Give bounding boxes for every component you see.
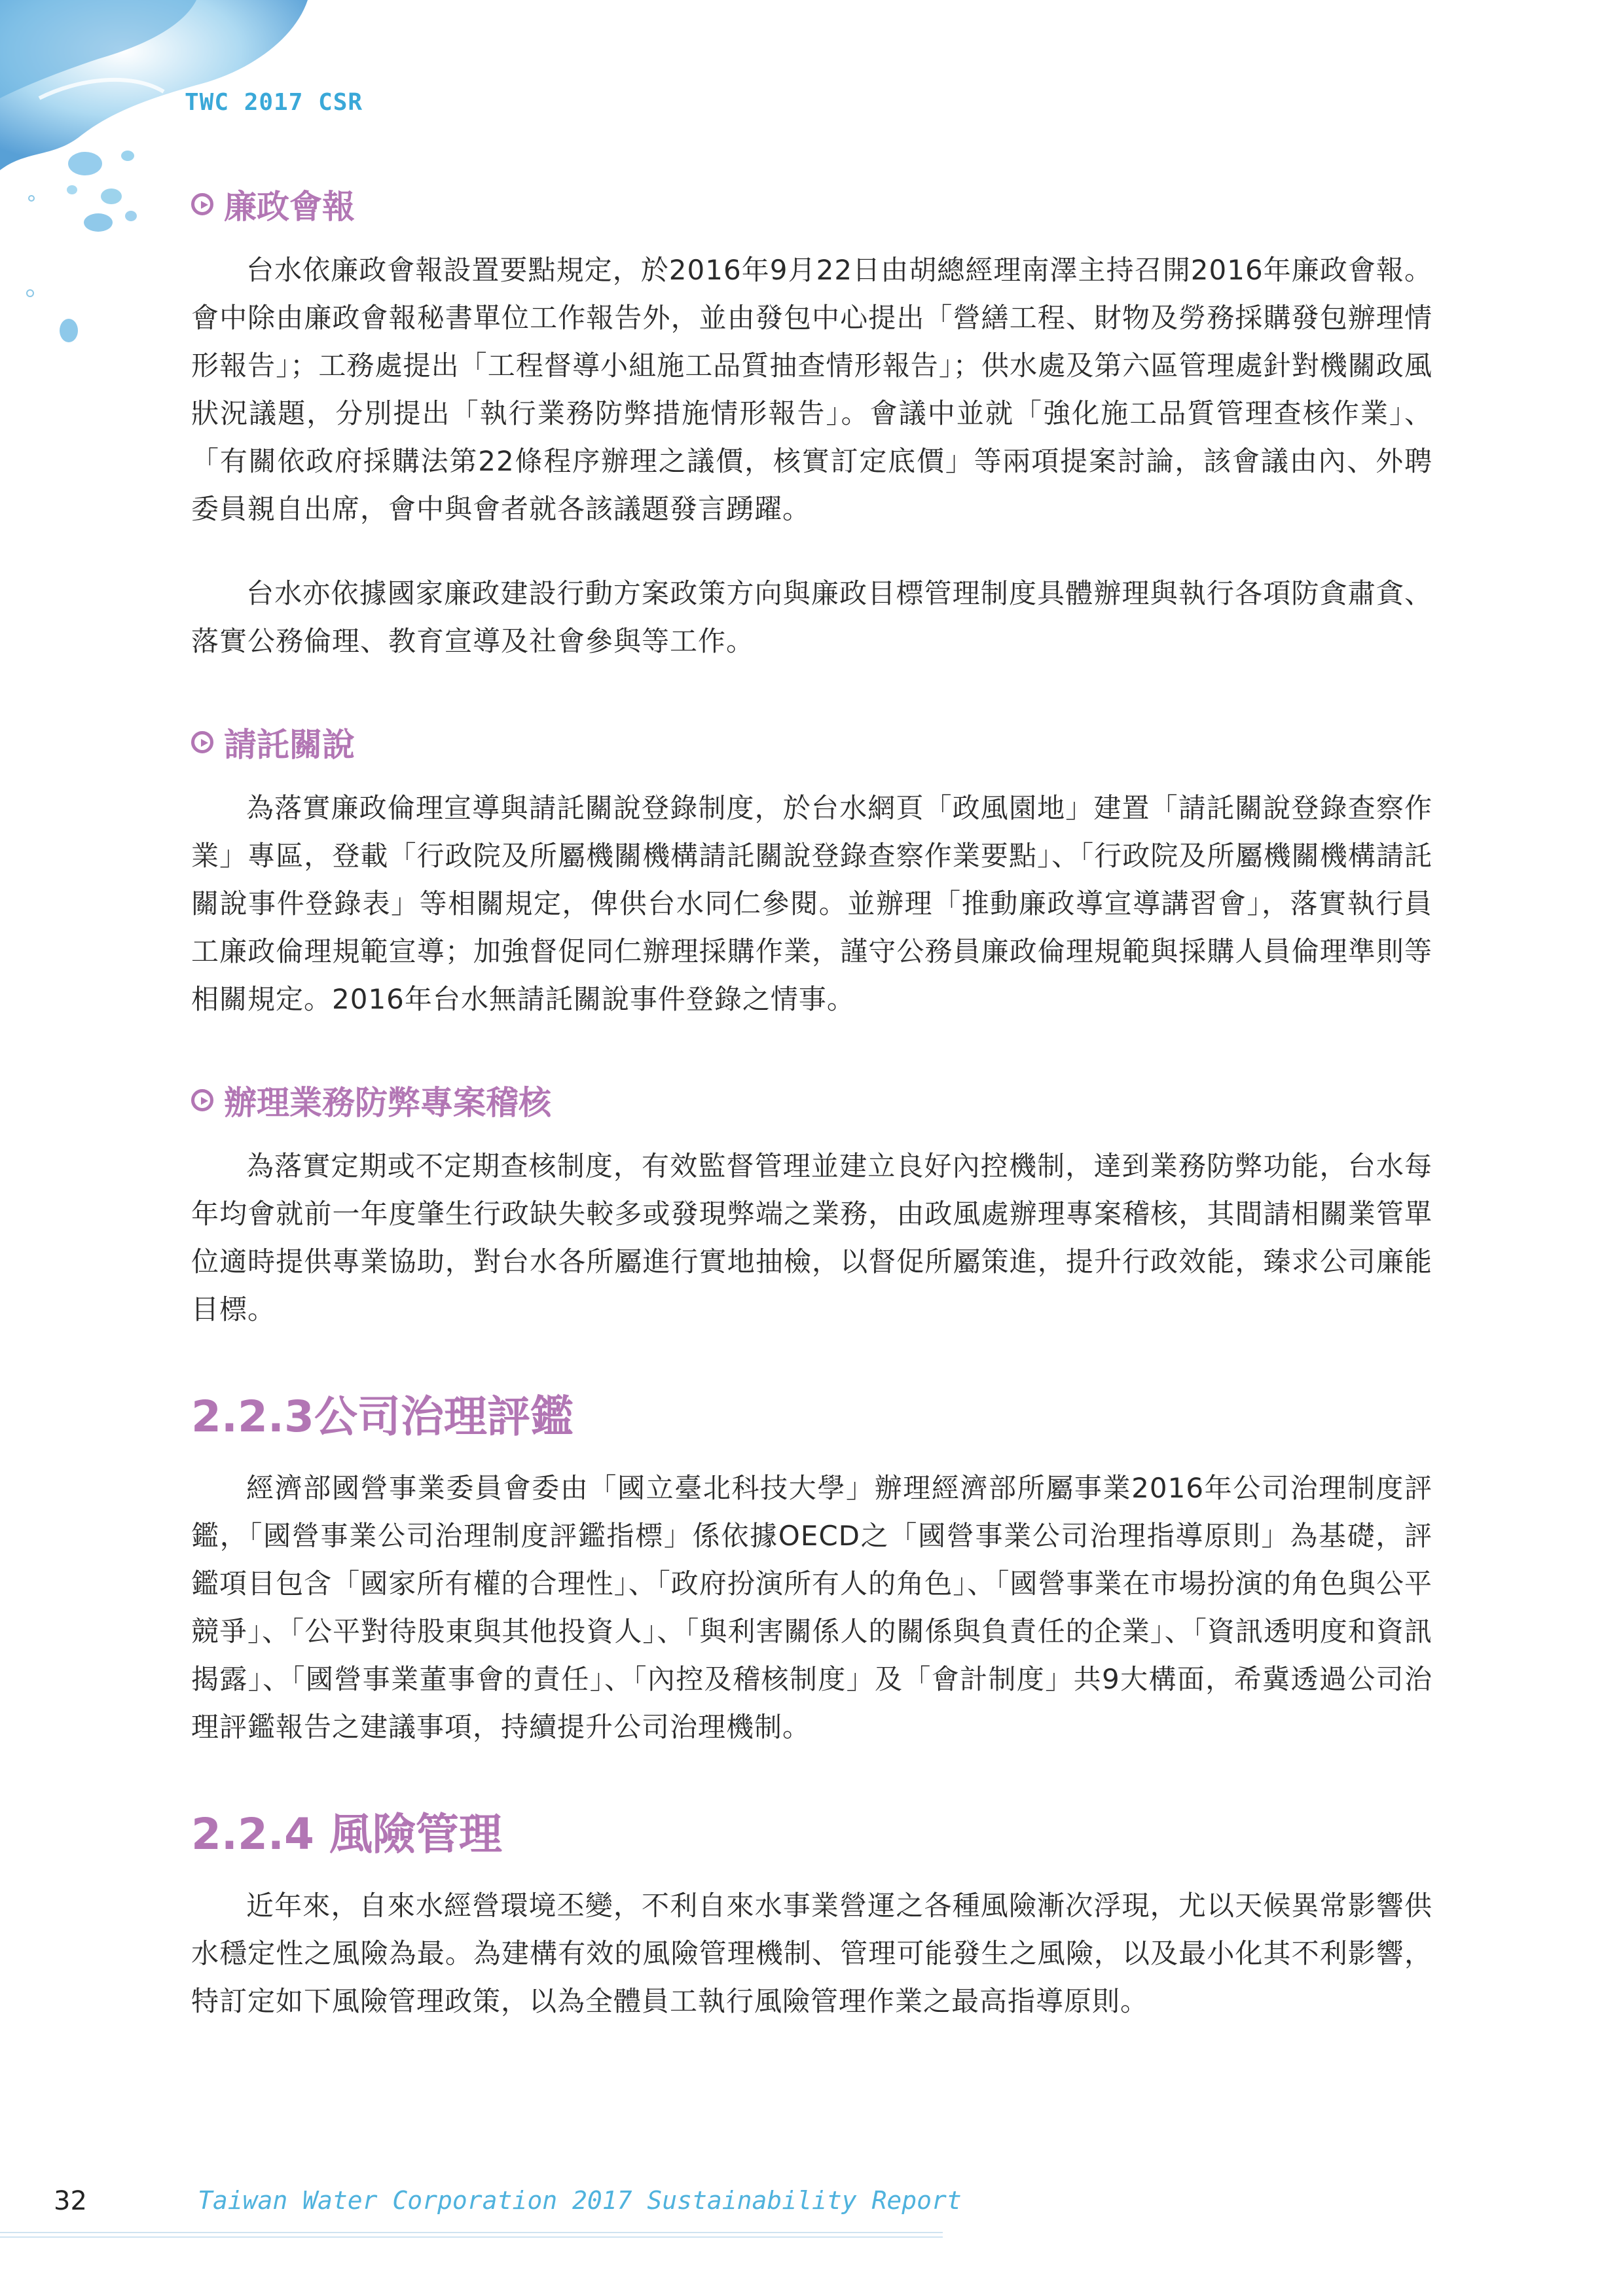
- subsection-title: 辦理業務防弊專案稽核: [224, 1084, 551, 1122]
- body-paragraph: 為落實定期或不定期查核制度，有效監督管理並建立良好內控機制，達到業務防弊功能，台水每年均會就前一年度肇生行政缺失較多或發現弊端之業務，由政風處辦理專案稽核，其間請相關業管單位適時提供專業協助，對台水各所屬進行實地抽檢，以督促所屬策進，提升行政效能，臻求公司廉能目標。: [191, 1150, 1432, 1325]
- footer-rule-line: [0, 2231, 943, 2240]
- page-number: 32: [54, 2186, 87, 2216]
- footer-report-title: Taiwan Water Corporation 2017 Sustainability Report: [198, 2186, 962, 2215]
- subsection-heading-lobbying: [191, 715, 1432, 770]
- body-paragraph: 台水依廉政會報設置要點規定，於2016年9月22日由胡總經理南澤主持召開2016年廉政會報。會中除由廉政會報秘書單位工作報告外，並由發包中心提出「營繕工程、財物及勞務採購發包辦理情形報告」；工務處提出「工程督導小組施工品質抽查情形報告」；供水處及第六區管理處針對機關政風狀況議題，分別提出「執行業務防弊措施情形報告」。會議中並就「強化施工品質管理查核作業」、「有關依政府採購法第22條程序辦理之議價，核實訂定底價」等兩項提案討論，該會議由內、外聘委員親自出席，會中與會者就各該議題發言踴躍。: [191, 254, 1432, 525]
- subsection-heading-audit: [191, 1073, 1432, 1128]
- subsection-heading-integrity-meeting: [191, 177, 1432, 232]
- section-heading-risk-management: 2.2.4 風險管理: [191, 1809, 502, 1859]
- body-paragraph: 經濟部國營事業委員會委由「國立臺北科技大學」辦理經濟部所屬事業2016年公司治理制度評鑑，「國營事業公司治理制度評鑑指標」係依據OECD之「國營事業公司治理指導原則」為基礎，評鑑項目包含「國家所有權的合理性」、「政府扮演所有人的角色」、「國營事業在市場扮演的角色與公平競爭」、「公平對待股東與其他投資人」、「與利害關係人的關係與負責任的企業」、「資訊透明度和資訊揭露」、「國營事業董事會的責任」、「內控及稽核制度」及「會計制度」共9大構面，希冀透過公司治理評鑑報告之建議事項，持續提升公司治理機制。: [191, 1472, 1432, 1743]
- circle-arrow-bullet-icon: [191, 1089, 213, 1111]
- circle-arrow-bullet-icon: [191, 731, 213, 753]
- subsection-title: 廉政會報: [224, 188, 355, 226]
- subsection-title: 請託關說: [224, 726, 355, 764]
- section-heading-corporate-governance: 2.2.3公司治理評鑑: [191, 1391, 574, 1442]
- body-paragraph: 為落實廉政倫理宣導與請託關說登錄制度，於台水網頁「政風園地」建置「請託關說登錄查察作業」專區，登載「行政院及所屬機關機構請託關說登錄查察作業要點」、「行政院及所屬機關機構請託關說事件登錄表」等相關規定，俾供台水同仁參閱。並辦理「推動廉政導宣導講習會」，落實執行員工廉政倫理規範宣導；加強督促同仁辦理採購作業，謹守公務員廉政倫理規範與採購人員倫理準則等相關規定。2016年台水無請託關說事件登錄之情事。: [191, 792, 1432, 1015]
- circle-arrow-bullet-icon: [191, 193, 213, 215]
- page-content: [191, 177, 1432, 2025]
- report-header-tag: TWC 2017 CSR: [185, 89, 363, 116]
- body-paragraph: 台水亦依據國家廉政建設行動方案政策方向與廉政目標管理制度具體辦理與執行各項防貪肅貪、落實公務倫理、教育宣導及社會參與等工作。: [191, 577, 1432, 657]
- body-paragraph: 近年來，自來水經營環境丕變，不利自來水事業營運之各種風險漸次浮現，尤以天候異常影響供水穩定性之風險為最。為建構有效的風險管理機制、管理可能發生之風險，以及最小化其不利影響，特訂定如下風險管理政策，以為全體員工執行風險管理作業之最高指導原則。: [191, 1890, 1432, 2017]
